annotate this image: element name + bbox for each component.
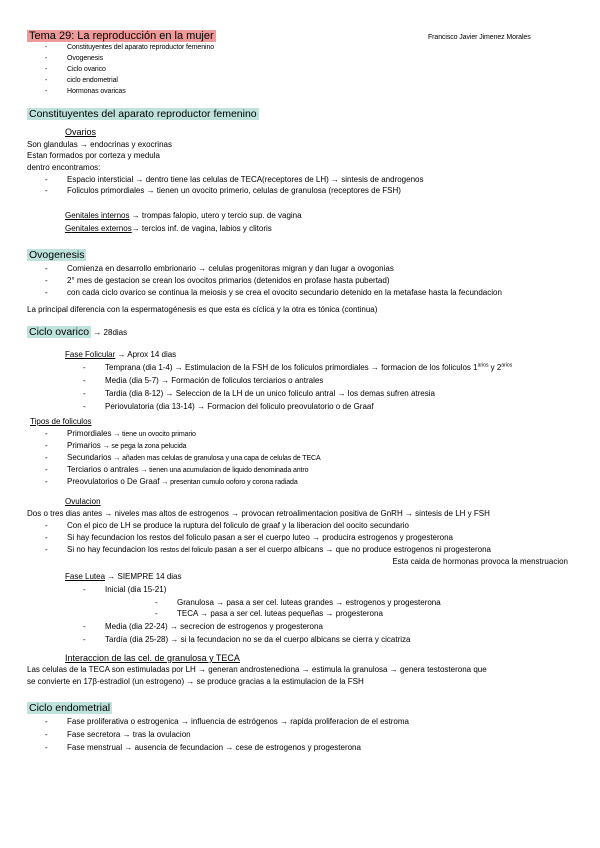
text-line: dentro encontramos:: [27, 163, 101, 172]
toc-item: - Ovogenesis: [45, 55, 103, 62]
list-item: - Foliculos primordiales → tienen un ovocito primerio, celulas de granulosa (receptores de FSH): [45, 186, 401, 195]
list-item: - Primarios → se pega la zona pelucida: [45, 441, 187, 450]
list-item: - Espacio intersticial → dentro tiene las celulas de TECA(receptores de LH) → sintesis de androgenos: [45, 175, 424, 184]
text-line: Estan formados por corteza y medula: [27, 151, 160, 160]
list-item: - 2° mes de gestacion se crean los ovocitos primarios (detenidos en profase hasta pubertad): [45, 276, 390, 285]
list-item: - con cada ciclo ovarico se continua la meiosis y se crea el ovocito secundario detenido en la metafase hasta la fecundacion: [45, 288, 502, 297]
fase-lutea: Fase Lutea → SIEMPRE 14 dias: [65, 572, 182, 581]
list-item: - TECA → pasa a ser cel. luteas pequeñas → progesterona: [155, 609, 383, 618]
toc-item: - Hormonas ovaricas: [45, 88, 126, 95]
section-heading: Ciclo endometrial: [29, 702, 111, 714]
list-item: - Si no hay fecundacion los restos del foliculo pasan a ser el cuerpo albicans → que no produce estrogenos ni progesterona: [45, 545, 491, 554]
section-heading: Ciclo ovarico → 28dias: [29, 326, 128, 338]
text-line: Son glandulas → endocrinas y exocrinas: [27, 140, 172, 149]
list-item: - Preovulatorios o De Graaf → presentan cumulo ooforo y corona radiada: [45, 477, 298, 486]
list-item: - Fase menstrual → ausencia de fecundacion → cese de estrogenos y progesterona: [45, 743, 361, 752]
list-item: - Temprana (dia 1-4) → Estimulacion de la FSH de los foliculos primordiales → formacion de los foliculos $1^{arios}$ y $2^{arios}$: [83, 362, 513, 372]
genitales-internos: Genitales internos → trompas falopio, utero y tercio sup. de vagina: [65, 211, 302, 220]
doc-title: [27, 30, 216, 43]
list-item: - Tardía (dia 25-28) → si la fecundacion no se da el cuerpo albicans se cierra y cicatriza: [83, 635, 411, 644]
list-item: - Inicial (dia 15-21): [83, 585, 167, 594]
text-line: Las celulas de la TECA son estimuladas por LH → generan androstenediona → estimula la granulosa → genera testosterona que: [27, 665, 487, 674]
text-line: se convierte en 17β-estradiol (un estrogeno) → se produce gracias a la estimulacion de la FSH: [27, 677, 364, 686]
section-heading: Constituyentes del aparato reproductor femenino: [29, 108, 257, 120]
doc-author: Francisco Javier Jimenez Morales: [428, 34, 531, 41]
list-item: - Con el pico de LH se produce la ruptura del foliculo de graaf y la liberacion del oocito secundario: [45, 521, 409, 530]
subheading-interaccion: Interaccion de las cel. de granulosa y TECA: [65, 653, 240, 663]
list-item: - Periovulatoria (dia 13-14) → Formacion del foliculo preovulatorio o de Graaf: [83, 402, 374, 411]
list-item: - Media (dia 22-24) → secrecion de estrogenos y progesterona: [83, 622, 323, 631]
subheading-ovulacion: Ovulacion: [65, 497, 101, 506]
toc-item: - Ciclo ovarico: [45, 66, 106, 73]
list-item: - Media (dia 5-7) → Formación de foliculos terciarios o antrales: [83, 376, 324, 385]
text-line: Dos o tres dias antes → niveles mas altos de estrogenos → provocan retroalimentacion positiva de GnRH → sintesis de LH y FSH: [27, 509, 490, 518]
toc-item: - Constituyentes del aparato reproductor femenino: [45, 44, 215, 51]
list-item: - Tardia (dia 8-12) → Seleccion de la LH de un unico foliculo antral → los demas sufren atresia: [83, 389, 435, 398]
subheading-ovarios: Ovarios: [65, 127, 97, 137]
fase-folicular: Fase Folicular → Aprox 14 dias: [65, 350, 177, 359]
list-item: - Secundarios → añaden mas celulas de granulosa y una capa de celulas de TECA: [45, 453, 321, 462]
section-heading: Ovogenesis: [29, 249, 85, 261]
subheading-tipos: Tipos de foliculos: [30, 417, 92, 426]
list-item: - Terciarios o antrales → tienen una acumulacion de liquido denominada antro: [45, 465, 309, 474]
text-line: Esta caida de hormonas provoca la menstruacion: [392, 557, 568, 566]
toc-item: - ciclo endometrial: [45, 77, 118, 84]
list-item: - Comienza en desarrollo embrionario → celulas progenitoras migran y dan lugar a ovogonias: [45, 264, 394, 273]
text-line: La principal diferencia con la espermatogénesis es que esta es cíclica y la otra es tónica (continua): [27, 305, 378, 314]
list-item: - Primordiales → tiene un ovocito primario: [45, 429, 196, 438]
genitales-externos: Genitales externos→ tercios inf. de vagina, labios y clitoris: [65, 224, 272, 233]
list-item: - Granulosa → pasa a ser cel. luteas grandes → estrogenos y progesterona: [155, 598, 441, 607]
list-item: - Fase proliferativa o estrogenica → influencia de estrógenos → rapida proliferacion de el estroma: [45, 717, 409, 726]
doc-title-text: Tema 29: La reproducción en la mujer: [29, 30, 214, 42]
list-item: - Si hay fecundacion los restos del foliculo pasan a ser el cuerpo luteo → producira estrogenos y progesterona: [45, 533, 454, 542]
list-item: - Fase secretora → tras la ovulacion: [45, 730, 191, 739]
